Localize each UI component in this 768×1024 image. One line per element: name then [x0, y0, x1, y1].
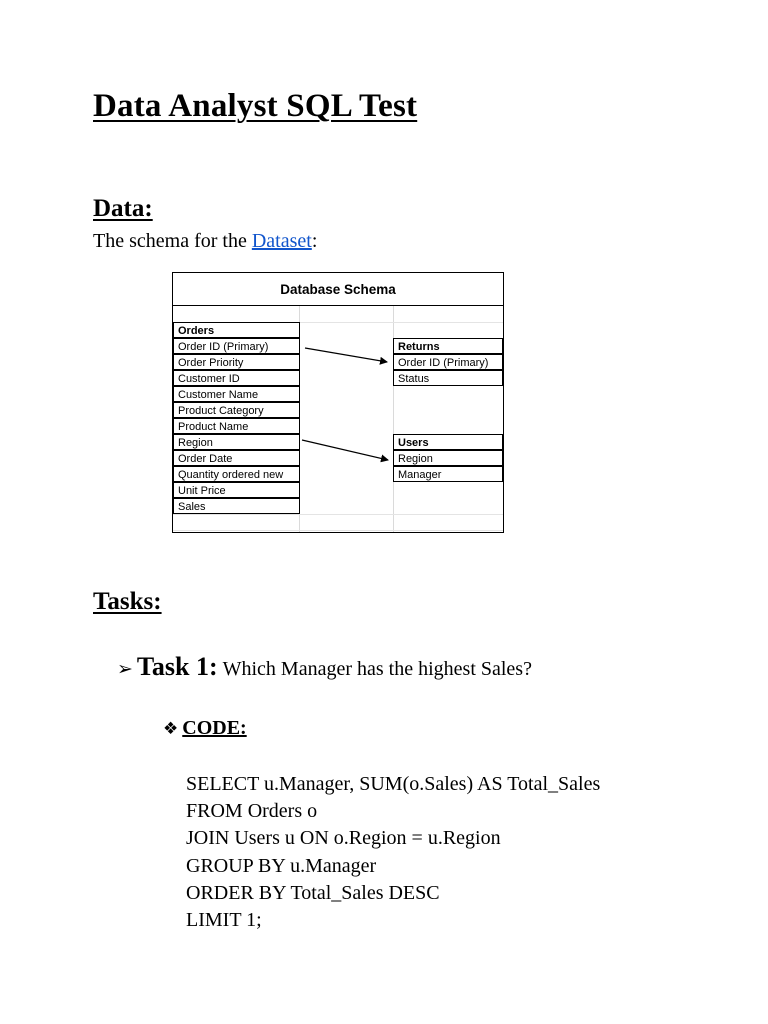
orders-field: Product Category — [173, 402, 300, 418]
orders-field: Customer Name — [173, 386, 300, 402]
orders-field: Unit Price — [173, 482, 300, 498]
database-schema-figure — [172, 272, 504, 533]
orders-field: Order Date — [173, 450, 300, 466]
code-line: ORDER BY Total_Sales DESC — [186, 881, 440, 904]
intro-text: The schema for the — [93, 230, 252, 252]
returns-field: Status — [393, 370, 503, 386]
orders-field: Customer ID — [173, 370, 300, 386]
orders-field: Quantity ordered new — [173, 466, 300, 482]
sql-code-block — [186, 771, 600, 934]
task-1 — [117, 652, 532, 682]
code-label: CODE: — [182, 717, 247, 739]
code-line: FROM Orders o — [186, 800, 318, 823]
users-field: Region — [393, 450, 503, 466]
users-field: Manager — [393, 466, 503, 482]
returns-field: Order ID (Primary) — [393, 354, 503, 370]
data-heading: Data: — [93, 195, 153, 222]
code-line: LIMIT 1; — [186, 909, 262, 932]
orders-field: Region — [173, 434, 300, 450]
arrow-bullet-icon: ➢ — [117, 658, 133, 680]
orders-returns-arrow — [305, 348, 387, 362]
tasks-heading: Tasks: — [93, 588, 162, 615]
orders-field: Sales — [173, 498, 300, 514]
task-1-label: Task 1: — [136, 652, 218, 681]
diamond-bullet-icon: ❖ — [163, 719, 179, 739]
code-heading — [163, 717, 247, 740]
orders-users-arrow — [302, 440, 388, 460]
code-line: JOIN Users u ON o.Region = u.Region — [186, 827, 501, 850]
returns-table-header: Returns — [393, 338, 503, 354]
orders-field: Product Name — [173, 418, 300, 434]
task-1-question: Which Manager has the highest Sales? — [222, 658, 532, 680]
dataset-link[interactable]: Dataset — [251, 230, 312, 252]
orders-table-header: Orders — [173, 322, 300, 338]
code-line: SELECT u.Manager, SUM(o.Sales) AS Total_Sales — [186, 773, 601, 795]
schema-title: Database Schema — [173, 273, 503, 306]
users-table-header: Users — [393, 434, 503, 450]
intro-suffix: : — [311, 230, 318, 252]
schema-intro — [93, 230, 317, 253]
code-line: GROUP BY u.Manager — [186, 854, 377, 877]
orders-field: Order ID (Primary) — [173, 338, 300, 354]
orders-field: Order Priority — [173, 354, 300, 370]
page-title: Data Analyst SQL Test — [93, 88, 418, 124]
relation-arrows — [173, 273, 503, 532]
